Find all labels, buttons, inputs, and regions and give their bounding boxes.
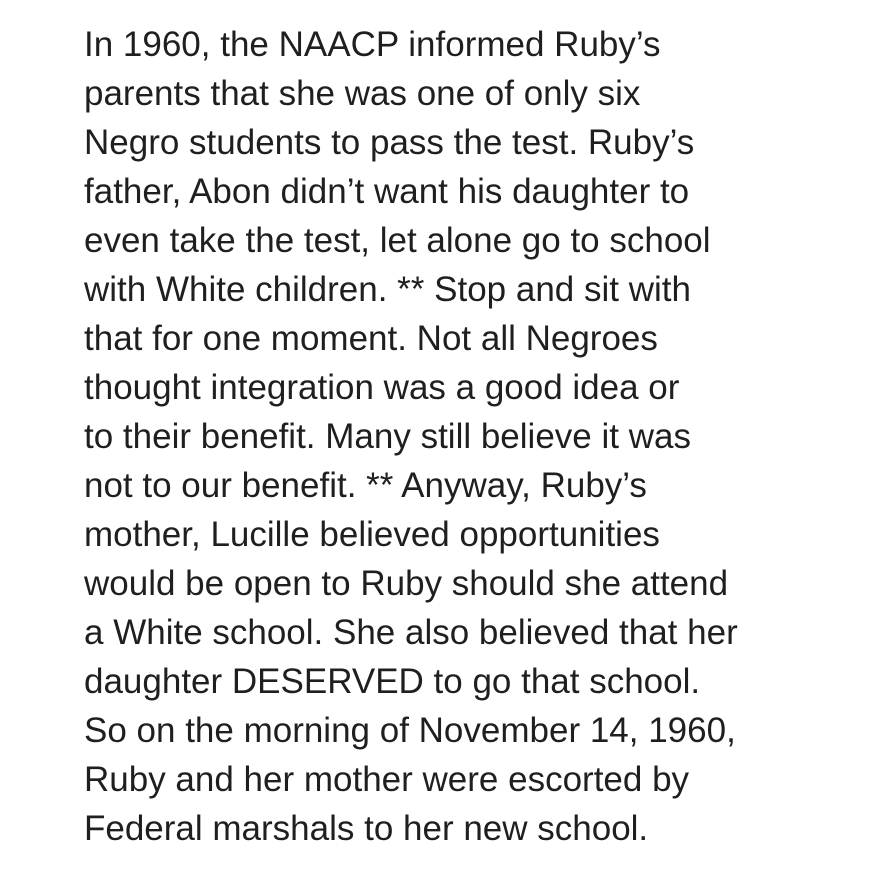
text-line: not to our benefit. ** Anyway, Ruby’s	[84, 466, 647, 505]
text-line: daughter DESERVED to go that school.	[84, 662, 701, 701]
text-line: father, Abon didn’t want his daughter to	[84, 172, 690, 211]
text-line: with White children. ** Stop and sit with	[84, 270, 691, 309]
story-paragraph	[84, 20, 874, 853]
text-line: a White school. She also believed that her	[84, 613, 738, 652]
text-line: Federal marshals to her new school.	[84, 809, 649, 848]
text-line: would be open to Ruby should she attend	[84, 564, 729, 603]
text-line: Ruby and her mother were escorted by	[84, 760, 690, 799]
text-line: thought integration was a good idea or	[84, 368, 680, 407]
text-line: In 1960, the NAACP informed Ruby’s	[84, 25, 661, 64]
text-line: that for one moment. Not all Negroes	[84, 319, 658, 358]
text-line: even take the test, let alone go to school	[84, 221, 711, 260]
text-line: mother, Lucille believed opportunities	[84, 515, 660, 554]
text-line: Negro students to pass the test. Ruby’s	[84, 123, 695, 162]
text-line: So on the morning of November 14, 1960,	[84, 711, 736, 750]
text-line: to their benefit. Many still believe it was	[84, 417, 691, 456]
text-line: parents that she was one of only six	[84, 74, 641, 113]
